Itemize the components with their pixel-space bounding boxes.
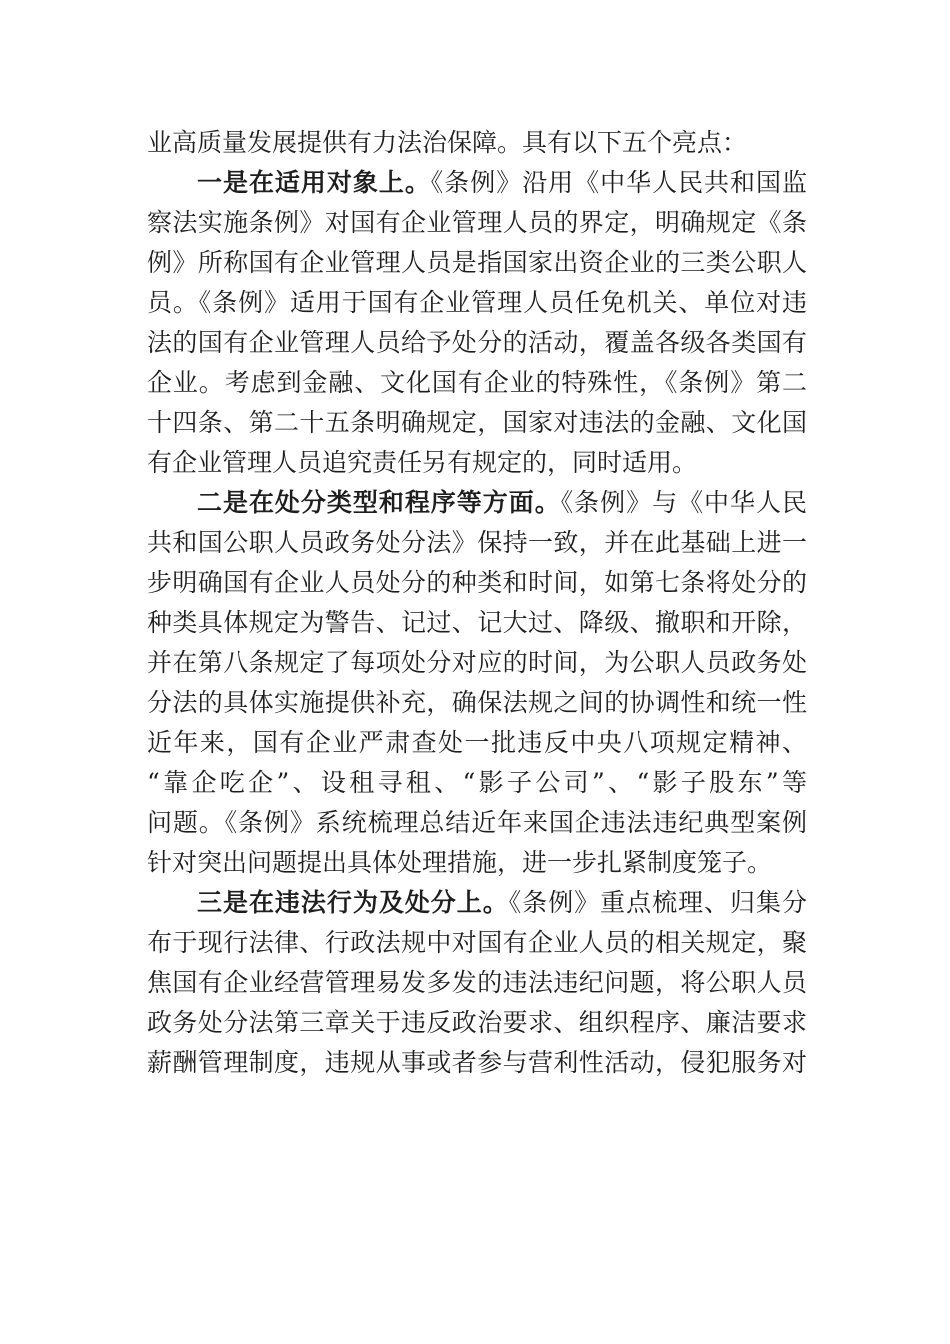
text-line: 问题。《条例》系统梳理总结近年来国企违法违纪典型案例: [147, 808, 807, 837]
text-line: [147, 163, 807, 203]
paragraph-lead: 三是在违法行为及处分上。: [197, 888, 509, 917]
text-line: 针对突出问题提出具体处理措施，进一步扎紧制度笼子。: [147, 848, 773, 877]
text-line: 例》所称国有企业管理人员是指国家出资企业的三类公职人: [147, 248, 807, 277]
text-line: 察法实施条例》对国有企业管理人员的界定，明确规定《条: [147, 208, 807, 237]
text-line: [147, 483, 807, 523]
paragraph-lead-rest: 《条例》沿用《中华人民共和国监: [430, 168, 807, 197]
text-line: 布于现行法律、行政法规中对国有企业人员的相关规定，聚: [147, 928, 807, 957]
text-line: 焦国有企业经营管理易发多发的违法违纪问题，将公职人员: [147, 968, 807, 997]
text-line: “靠企吃企”、设租寻租、“影子公司”、“影子股东”等: [147, 768, 807, 797]
paragraph-highlight-3: [147, 883, 807, 1083]
paragraph-highlight-1: [147, 163, 807, 483]
text-line: 分法的具体实施提供补充，确保法规之间的协调性和统一性: [147, 688, 807, 717]
text-line: 十四条、第二十五条明确规定，国家对违法的金融、文化国: [147, 408, 807, 437]
text-line: 企业。考虑到金融、文化国有企业的特殊性，《条例》第二: [147, 368, 807, 397]
text-line: 共和国公职人员政务处分法》保持一致，并在此基础上进一: [147, 528, 807, 557]
document-body: [147, 123, 807, 1083]
paragraph-intro: [147, 123, 807, 163]
paragraph-lead: 二是在处分类型和程序等方面。: [197, 488, 561, 517]
text-line: [147, 883, 807, 923]
text-line: 并在第八条规定了每项处分对应的时间，为公职人员政务处: [147, 648, 807, 677]
text-line: 政务处分法第三章关于违反政治要求、组织程序、廉洁要求: [147, 1008, 807, 1037]
paragraph-highlight-2: [147, 483, 807, 883]
text-line: 薪酬管理制度，违规从事或者参与营利性活动，侵犯服务对: [147, 1048, 807, 1077]
paragraph-lead-rest: 《条例》重点梳理、归集分: [508, 888, 807, 917]
paragraph-lead: 一是在适用对象上。: [197, 168, 431, 197]
paragraph-lead-rest: 《条例》与《中华人民: [560, 488, 807, 517]
text-line: 业高质量发展提供有力法治保障。具有以下五个亮点：: [147, 128, 748, 157]
text-line: 有企业管理人员追究责任另有规定的，同时适用。: [147, 448, 698, 477]
text-line: 员。《条例》适用于国有企业管理人员任免机关、单位对违: [147, 288, 807, 317]
text-line: 步明确国有企业人员处分的种类和时间，如第七条将处分的: [147, 568, 807, 597]
text-line: 近年来，国有企业严肃查处一批违反中央八项规定精神、: [147, 728, 807, 757]
text-line: 种类具体规定为警告、记过、记大过、降级、撤职和开除，: [147, 608, 807, 637]
text-line: 法的国有企业管理人员给予处分的活动，覆盖各级各类国有: [147, 328, 807, 357]
